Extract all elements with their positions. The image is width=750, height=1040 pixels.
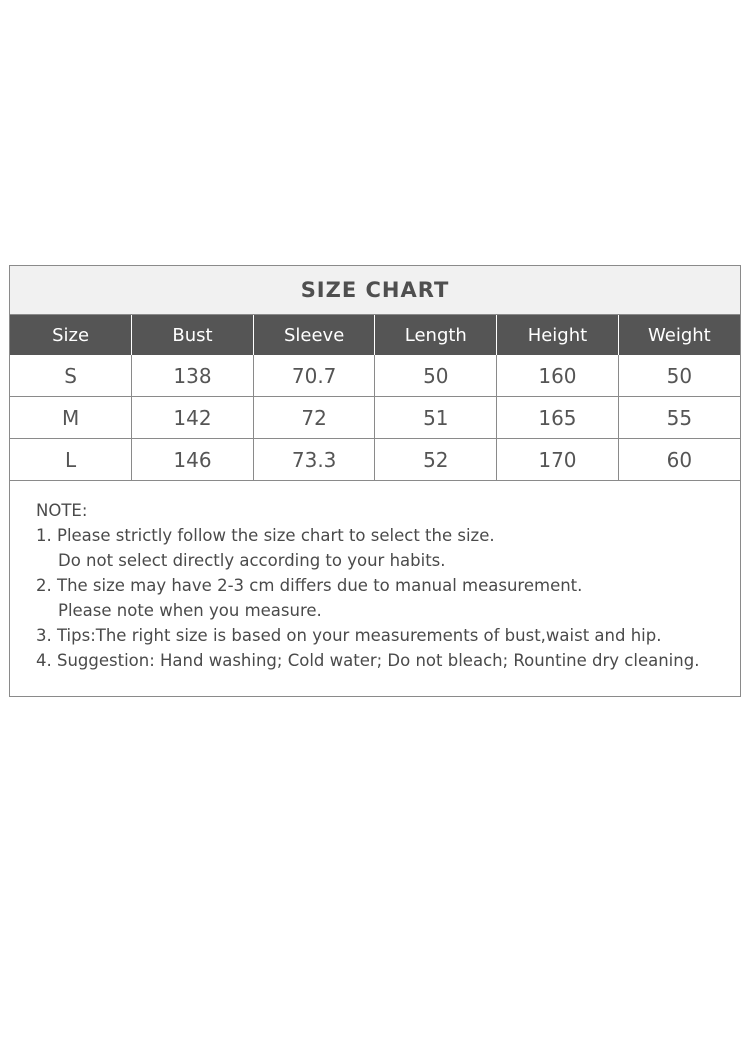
- table-row: [10, 355, 740, 397]
- chart-title: SIZE CHART: [300, 278, 450, 302]
- column-header-height: Height: [497, 315, 619, 355]
- table-cell: 142: [132, 397, 254, 439]
- note-item-2: 2. The size may have 2-3 cm differs due to manual measurement.: [36, 576, 583, 595]
- table-cell: 50: [618, 355, 740, 397]
- note-item-3: 3. Tips:The right size is based on your measurements of bust,waist and hip.: [36, 626, 662, 645]
- header-row: [10, 315, 740, 355]
- table-cell: 72: [253, 397, 375, 439]
- table-cell: 170: [497, 439, 619, 481]
- note-item-2-continuation: Please note when you measure.: [58, 601, 322, 620]
- table-cell: M: [10, 397, 132, 439]
- table-cell: 146: [132, 439, 254, 481]
- table-row: [10, 397, 740, 439]
- column-header-size: Size: [10, 315, 132, 355]
- table-cell: S: [64, 363, 77, 388]
- column-header-sleeve: Sleeve: [253, 315, 375, 355]
- note-item-1-continuation: Do not select directly according to your habits.: [58, 551, 446, 570]
- size-chart: [9, 265, 741, 697]
- table-cell: 52: [375, 439, 497, 481]
- table-row: [10, 439, 740, 481]
- column-header-weight: Weight: [618, 315, 740, 355]
- table-cell: 50: [375, 355, 497, 397]
- table-cell: 73.3: [253, 439, 375, 481]
- column-header-bust: Bust: [132, 315, 254, 355]
- notes-section: [10, 480, 740, 696]
- table-cell: L: [10, 439, 132, 481]
- table-cell: 165: [497, 397, 619, 439]
- table-cell: 55: [618, 397, 740, 439]
- notes-heading: NOTE:: [36, 501, 88, 520]
- note-item-1: 1. Please strictly follow the size chart to select the size.: [36, 526, 495, 545]
- table-cell: 70.7: [253, 355, 375, 397]
- table-cell: 51: [375, 397, 497, 439]
- table-cell: 160: [497, 355, 619, 397]
- column-header-length: Length: [375, 315, 497, 355]
- title-bar: [10, 266, 740, 315]
- size-table: [10, 315, 740, 480]
- note-item-4: 4. Suggestion: Hand washing; Cold water; Do not bleach; Rountine dry cleaning.: [36, 651, 700, 670]
- table-cell: 138: [132, 355, 254, 397]
- table-cell: 60: [618, 439, 740, 481]
